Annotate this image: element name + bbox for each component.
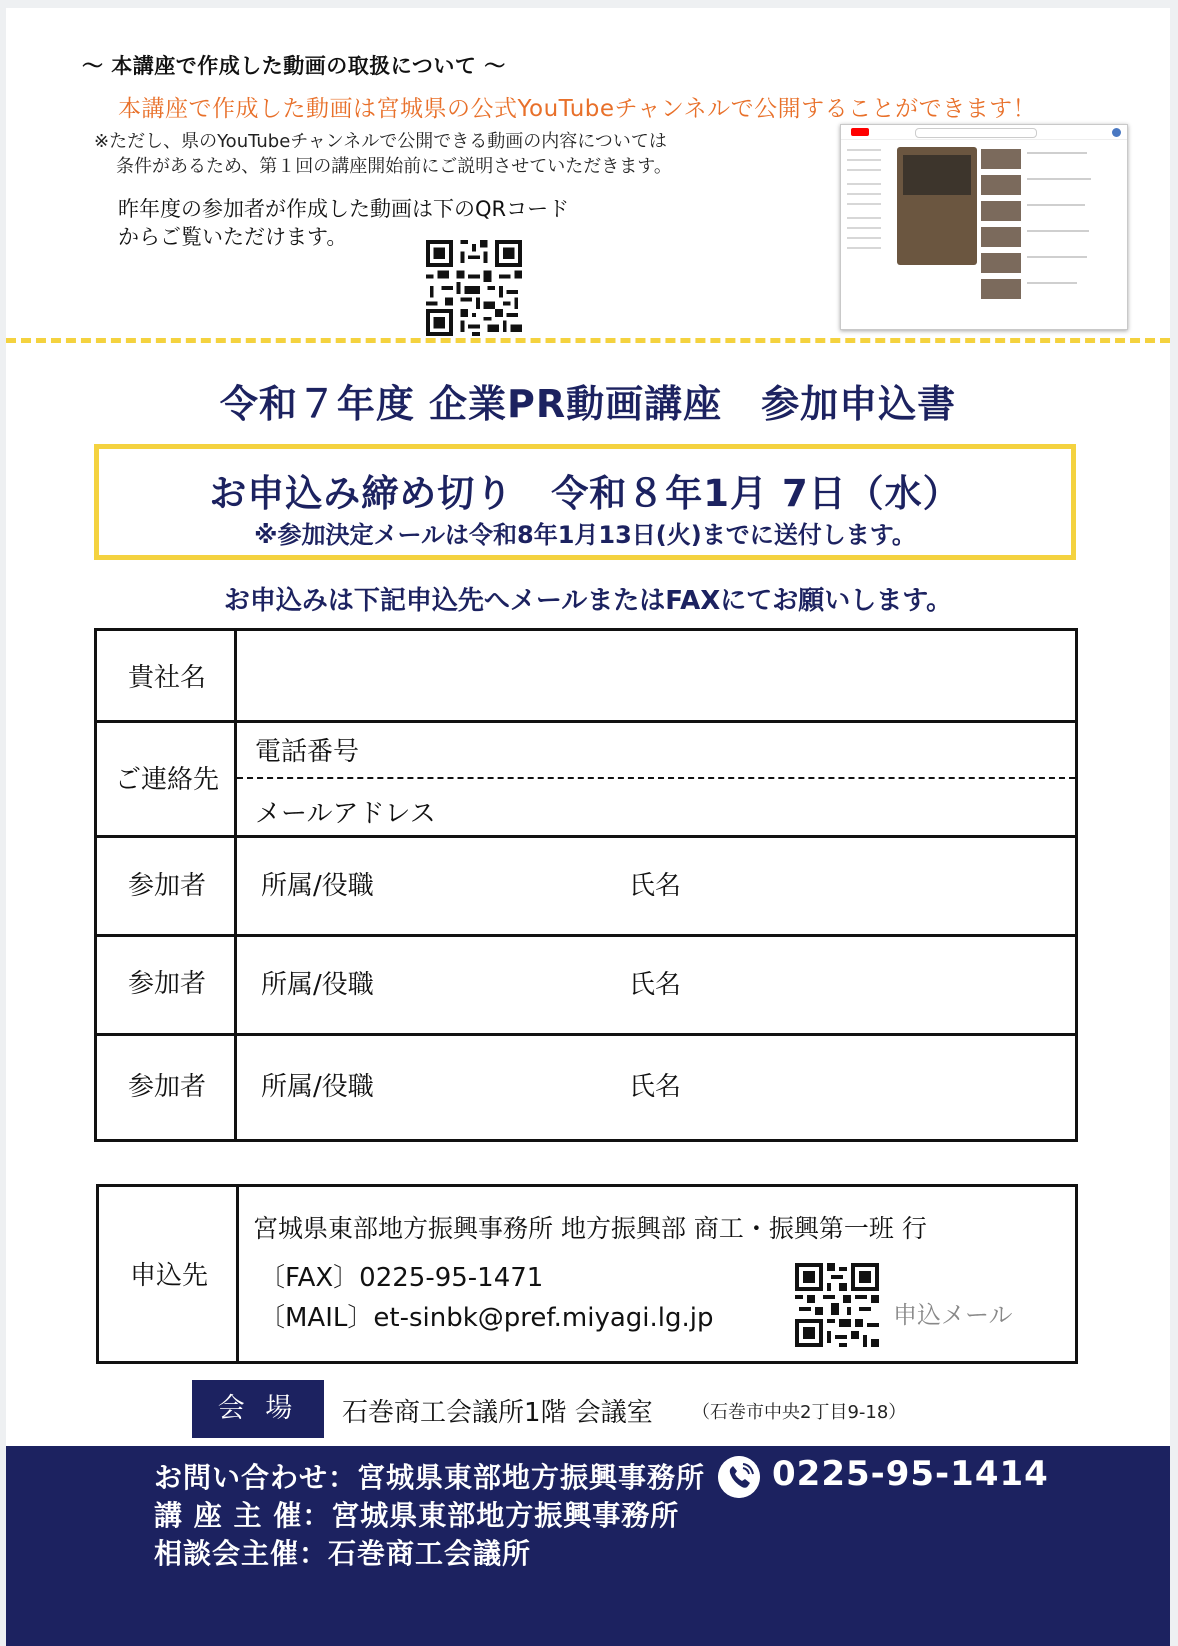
host-label: 講 座 主 催： xyxy=(154,1499,332,1532)
destination-mail-link[interactable]: 〔MAIL〕et-sinbk@pref.miyagi.lg.jp xyxy=(259,1303,714,1333)
youtube-conditions-note xyxy=(94,129,672,179)
participant-name-field[interactable]: 氏名 xyxy=(629,871,682,901)
phone-field[interactable]: 電話番号 xyxy=(255,737,360,767)
youtube-logo-icon xyxy=(851,128,869,136)
participant-label: 参加者 xyxy=(127,871,206,901)
page-title: 令和７年度 企業PR動画講座 参加申込書 xyxy=(219,382,957,426)
yt-avatar xyxy=(1112,128,1121,137)
venue-name: 石巻商工会議所1階 会議室 xyxy=(342,1398,653,1428)
company-label: 貴社名 xyxy=(127,663,206,693)
deadline-text: お申込み締め切り 令和８年1月 7日（水） xyxy=(209,472,961,515)
inquiry-line xyxy=(154,1456,705,1496)
footer-contact xyxy=(6,1446,1170,1646)
yt-top-bar xyxy=(841,125,1127,140)
participant-dept-field[interactable]: 所属/役職 xyxy=(261,871,374,901)
destination-label: 申込先 xyxy=(129,1261,208,1291)
host-line xyxy=(154,1494,679,1534)
contact-label: ご連絡先 xyxy=(114,765,219,795)
email-field[interactable]: メールアドレス xyxy=(255,799,436,829)
consult-line xyxy=(154,1532,531,1572)
deadline-box xyxy=(94,444,1076,560)
qr-caption-line-1: 昨年度の参加者が作成した動画は下のQRコード xyxy=(118,197,570,221)
participant-name-field[interactable]: 氏名 xyxy=(629,970,682,1000)
consult-value: 石巻商工会議所 xyxy=(328,1537,532,1570)
yt-search-box xyxy=(915,128,1037,138)
deadline-note: ※参加決定メールは令和8年1月13日(火)までに送付します。 xyxy=(254,521,916,549)
yt-playlist-feature xyxy=(897,147,977,265)
host-value: 宮城県東部地方振興事務所 xyxy=(331,1499,680,1532)
destination-fax: 〔FAX〕0225-95-1471 xyxy=(259,1263,544,1293)
note-line-1: ※ただし、県のYouTubeチャンネルで公開できる動画の内容については xyxy=(94,131,667,152)
participant-name-field[interactable]: 氏名 xyxy=(629,1072,682,1102)
phone-number[interactable]: 0225-95-1414 xyxy=(772,1454,1049,1494)
inquiry-value: 宮城県東部地方振興事務所 xyxy=(357,1461,706,1494)
dashed-divider xyxy=(6,338,1170,343)
participant-dept-field[interactable]: 所属/役職 xyxy=(261,1072,374,1102)
participant-label: 参加者 xyxy=(127,969,206,999)
qr-caption-line-2: からご覧いただけます。 xyxy=(118,225,348,249)
destination-office: 宮城県東部地方振興事務所 地方振興部 商工・振興第一班 行 xyxy=(253,1214,927,1243)
participant-dept-field[interactable]: 所属/役職 xyxy=(261,970,374,1000)
inquiry-label: お問い合わせ： xyxy=(154,1461,358,1494)
venue-badge: 会 場 xyxy=(192,1380,324,1438)
youtube-publish-highlight: 本講座で作成した動画は宮城県の公式YouTubeチャンネルで公開することができます！ xyxy=(118,96,1037,122)
destination-table xyxy=(96,1184,1078,1364)
company-input[interactable] xyxy=(237,631,1075,719)
phone-icon xyxy=(718,1456,760,1498)
participant-label: 参加者 xyxy=(127,1072,206,1102)
consult-label: 相談会主催： xyxy=(154,1537,329,1570)
qr-code-icon[interactable] xyxy=(426,240,522,336)
application-flyer xyxy=(6,8,1170,1646)
venue-address: （石巻市中央2丁目9-18） xyxy=(692,1402,907,1423)
apply-instruction: お申込みは下記申込先へメールまたはFAXにてお願いします。 xyxy=(223,586,953,616)
video-handling-heading: 〜 本講座で作成した動画の取扱について 〜 xyxy=(82,54,506,78)
mail-qr-label: 申込メール xyxy=(893,1301,1013,1329)
youtube-screenshot xyxy=(840,124,1128,330)
qr-code-icon[interactable] xyxy=(795,1263,879,1347)
application-form-table xyxy=(94,628,1078,1142)
note-line-2: 条件があるため、第１回の講座開始前にご説明させていただきます。 xyxy=(116,156,672,177)
